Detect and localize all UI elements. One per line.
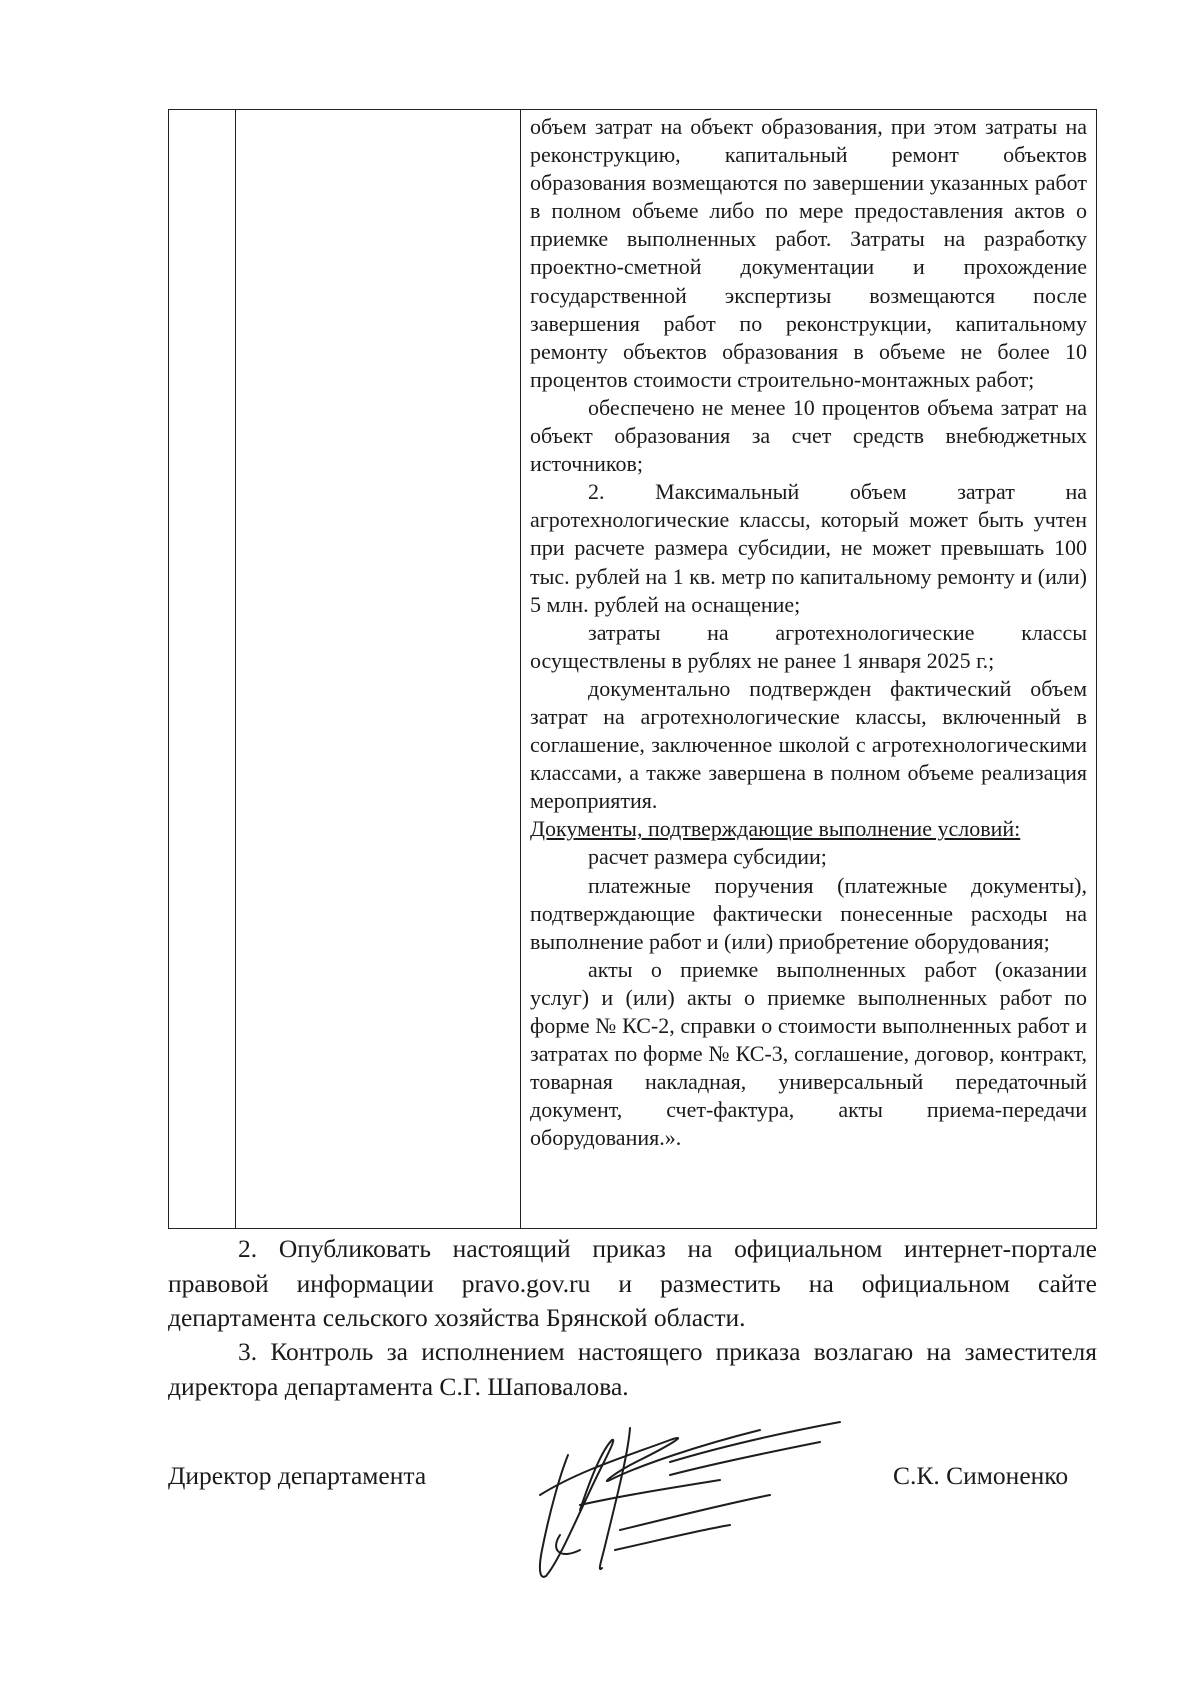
cell-text-block-6: расчет размера субсидии;	[588, 844, 827, 870]
cell-text-block-4: затраты на агротехнологические классы осуществлены в рублях не ранее 1 января 2025 г.;	[530, 619, 1087, 673]
paragraph-control: 3. Контроль за исполнением настоящего приказа возлагаю на заместителя директора департамента С.Г. Шаповалова.	[168, 1337, 1097, 1401]
documents-heading	[530, 815, 1087, 843]
cell-text-block-5: документально подтвержден фактический объем затрат на агротехнологические классы, включенный в соглашение, заключенное школой с агротехнологическими классами, а также завершена в полном объеме реализация мероприятия.	[530, 675, 1087, 814]
table-column-divider-1	[235, 110, 236, 1228]
documents-heading-text: Документы, подтверждающие выполнение условий:	[530, 816, 1021, 842]
cell-text-block-8: акты о приемке выполненных работ (оказании услуг) и (или) акты о приемке выполненных работ по форме № КС-2, справки о стоимости выполненных работ и затратах по форме № КС-3, соглашение, договор, контракт, товарная накладная, универсальный передаточный документ, счет-фактура, акты приема-передачи оборудования.».	[530, 956, 1087, 1151]
cell-text-block-1: объем затрат на объект образования, при этом затраты на реконструкцию, капитальный ремонт объектов образования возмещаются по завершении указанных работ в полном объеме либо по мере предоставления актов о приемке выполненных работ. Затраты на разработку проектно-сметной документации и прохождение государственной экспертизы возмещаются после завершения работ по реконструкции, капитальному ремонту объектов образования в объеме не более 10 процентов стоимости строительно-монтажных работ;	[530, 114, 1087, 392]
cell-text-block-3: 2. Максимальный объем затрат на агротехнологические классы, который может быть учтен при расчете размера субсидии, не может превышать 100 тыс. рублей на 1 кв. метр по капитальному ремонту и (или) 5 млн. рублей на оснащение;	[530, 479, 1087, 617]
signatory-title: Директор департамента	[168, 1461, 427, 1490]
signatory-name: С.К. Симоненко	[893, 1461, 1069, 1490]
cell-text-block-7: платежные поручения (платежные документы), подтверждающие фактически понесенные расходы на выполнение работ и (или) приобретение оборудования;	[530, 872, 1087, 954]
table-cell-conditions-text	[530, 113, 1087, 1152]
handwritten-signature	[520, 1400, 860, 1590]
cell-text-block-2: обеспечено не менее 10 процентов объема затрат на объект образования за счет средств внебюджетных источников;	[530, 394, 1087, 477]
paragraph-publish: 2. Опубликовать настоящий приказ на официальном интернет-портале правовой информации pravo.gov.ru и разместить на официальном сайте департамента сельского хозяйства Брянской области.	[168, 1234, 1097, 1332]
table-column-divider-2	[520, 110, 521, 1228]
conditions-table	[168, 109, 1097, 1229]
